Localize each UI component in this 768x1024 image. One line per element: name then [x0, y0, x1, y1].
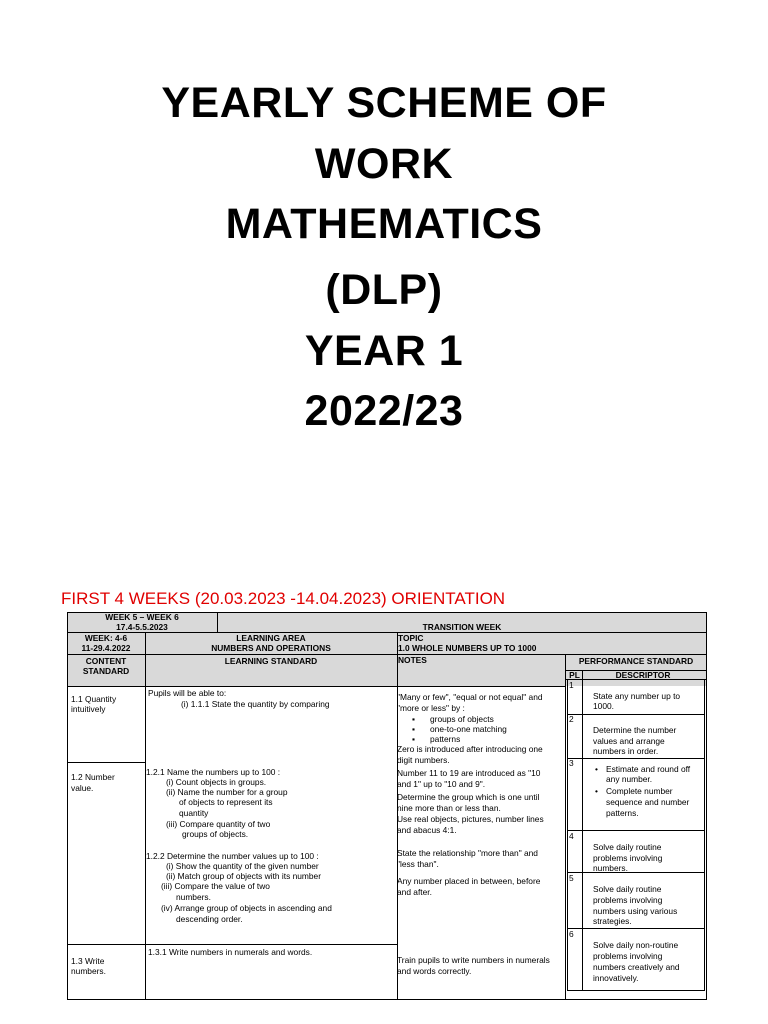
descriptor-header: DESCRIPTOR — [615, 670, 671, 680]
note-line: and words correctly. — [397, 966, 472, 976]
pl-descriptor: values and arrange — [593, 736, 665, 746]
note-bullet-text: one-to-one matching — [430, 724, 507, 734]
week-dates: 17.4-5.5.2023 — [116, 622, 168, 632]
ls-1-2-2-iv-b: descending order. — [176, 914, 243, 924]
title-line-4: (DLP) — [325, 266, 443, 314]
learning-standard-1-2-2: 1.2.2 Determine the number values up to 100 : — [146, 851, 319, 861]
note-bullet: ▪ — [412, 734, 415, 744]
note-bullet: ▪ — [412, 724, 415, 734]
pl-descriptor: Complete number — [606, 786, 673, 796]
learning-standard-1-2-1: 1.2.1 Name the numbers up to 100 : — [146, 767, 281, 777]
pl-descriptor: 1000. — [593, 701, 614, 711]
note-line: nine more than or less than. — [397, 803, 501, 813]
pl-descriptor: problems involving — [593, 895, 663, 905]
week-range: WEEK 5 – WEEK 6 — [105, 612, 179, 622]
bullet: • — [595, 786, 598, 796]
learning-area: NUMBERS AND OPERATIONS — [211, 643, 331, 653]
note-bullet-text: groups of objects — [430, 714, 494, 724]
scheme-table — [67, 612, 707, 1000]
content-standard-1-2: 1.2 Number — [71, 772, 115, 782]
note-line: Zero is introduced after introducing one — [397, 744, 543, 754]
pl-descriptor: innovatively. — [593, 973, 639, 983]
note-line: digit numbers. — [397, 755, 450, 765]
ls-1-2-1-ii-b: of objects to represent its — [179, 797, 273, 807]
ls-1-2-2-iii-b: numbers. — [176, 892, 211, 902]
pl-descriptor: sequence and number — [606, 797, 690, 807]
note-line: Number 11 to 19 are introduced as "10 — [397, 768, 541, 778]
topic-label: TOPIC — [398, 633, 424, 643]
content-standard-1-3-b: numbers. — [71, 966, 106, 976]
ls-1-2-1-i: (i) Count objects in groups. — [166, 777, 267, 787]
header-week: WEEK: 4-6 — [84, 633, 128, 643]
topic: 1.0 WHOLE NUMBERS UP TO 1000 — [398, 643, 537, 653]
learning-standard-1-1-1: (i) 1.1.1 State the quantity by comparing — [181, 699, 330, 709]
ls-1-2-1-ii-c: quantity — [179, 808, 209, 818]
content-standard-1-1: 1.1 Quantity — [71, 694, 117, 704]
orientation-heading: FIRST 4 WEEKS (20.03.2023 -14.04.2023) ORIENTATION — [61, 589, 506, 608]
pl-descriptor: any number. — [606, 774, 653, 784]
pl-descriptor: numbers creatively and — [593, 962, 680, 972]
note-line: Train pupils to write numbers in numerals — [397, 955, 550, 965]
note-bullet-text: patterns — [430, 734, 461, 744]
learning-standard-1-3-1: 1.3.1 Write numbers in numerals and words. — [148, 947, 313, 957]
performance-standard-header: PERFORMANCE STANDARD — [578, 656, 694, 666]
pl-descriptor: strategies. — [593, 916, 632, 926]
pl-descriptor: Solve daily routine — [593, 842, 662, 852]
content-standard-header-2: STANDARD — [82, 666, 130, 676]
title-line-1: YEARLY SCHEME OF — [161, 79, 607, 127]
pl-descriptor: Solve daily non-routine — [593, 940, 679, 950]
ls-1-2-1-iii: (iii) Compare quantity of two — [166, 819, 271, 829]
note-line: and after. — [397, 887, 432, 897]
pl-descriptor: problems involving — [593, 951, 663, 961]
note-line: Use real objects, pictures, number lines — [397, 814, 544, 824]
pl-number: 5 — [569, 873, 574, 883]
title-line-6: 2022/23 — [304, 387, 464, 435]
title-line-3: MATHEMATICS — [225, 200, 543, 248]
note-line: Any number placed in between, before — [397, 876, 541, 886]
note-line: and 1" up to "10 and 9". — [397, 779, 486, 789]
content-standard-1-3: 1.3 Write — [71, 956, 105, 966]
pl-header: PL — [569, 670, 580, 680]
pl-number: 6 — [569, 929, 574, 939]
content-standard-1-1-b: intuitively — [71, 704, 106, 714]
ls-1-2-2-i: (i) Show the quantity of the given number — [166, 861, 319, 871]
learning-area-label: LEARNING AREA — [236, 633, 306, 643]
ls-1-2-2-iv: (iv) Arrange group of objects in ascending and — [161, 903, 332, 913]
bullet: • — [595, 764, 598, 774]
pl-descriptor: numbers in order. — [593, 746, 659, 756]
pl-number: 1 — [569, 680, 574, 690]
note-line: and abacus 4:1. — [397, 825, 457, 835]
note-line: Determine the group which is one until — [397, 792, 540, 802]
content-standard-header: CONTENT — [85, 656, 127, 666]
note-bullet: ▪ — [412, 714, 415, 724]
pl-number: 2 — [569, 714, 574, 724]
header-dates: 11-29.4.2022 — [81, 643, 131, 653]
ls-1-2-1-iii-b: groups of objects. — [182, 829, 249, 839]
learning-standard-intro: Pupils will be able to: — [148, 688, 227, 698]
transition-week-label: TRANSITION WEEK — [422, 622, 502, 632]
ls-1-2-2-ii: (ii) Match group of objects with its number — [166, 871, 321, 881]
pl-descriptor: numbers. — [593, 863, 628, 873]
note-line: State the relationship "more than" and — [397, 848, 538, 858]
note-line: "more or less" by : — [397, 703, 465, 713]
pl-number: 4 — [569, 831, 574, 841]
pl-descriptor: State any number up to — [593, 691, 681, 701]
pl-descriptor: patterns. — [606, 808, 639, 818]
title-line-2: WORK — [314, 140, 454, 188]
notes-header: NOTES — [398, 655, 427, 665]
pl-descriptor: problems involving — [593, 853, 663, 863]
pl-descriptor: numbers using various — [593, 906, 678, 916]
pl-descriptor: Determine the number — [593, 725, 677, 735]
content-standard-1-2-b: value. — [71, 783, 94, 793]
ls-1-2-1-ii: (ii) Name the number for a group — [166, 787, 288, 797]
learning-standard-header: LEARNING STANDARD — [224, 656, 318, 666]
note-line: "Many or few", "equal or not equal" and — [397, 692, 543, 702]
pl-descriptor: Estimate and round off — [606, 764, 691, 774]
pl-number: 3 — [569, 758, 574, 768]
note-line: "less than". — [397, 859, 439, 869]
ls-1-2-2-iii: (iii) Compare the value of two — [161, 881, 270, 891]
pl-descriptor: Solve daily routine — [593, 884, 662, 894]
title-line-5: YEAR 1 — [304, 327, 464, 375]
